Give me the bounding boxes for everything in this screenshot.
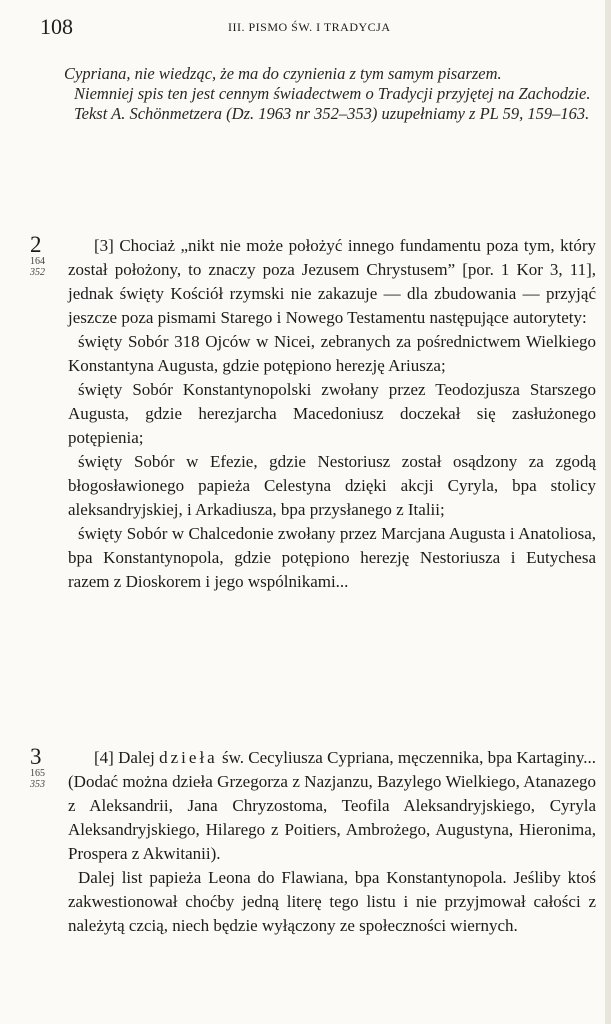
paragraph-text: św. Cecyliusza Cypriana, męczennika, bpa Kartaginy... (Dodać można dzieła Grzegorza z Nazjanzu, Bazylego Wielkiego, Atanazego z Aleksandrii, Jana Chryzostoma, Teofila Aleksandryjskiego, Cyryla Aleksandryjskiego, Hilarego z Poitiers, Ambrożego, Augustyna, Hieronima, Prospera z Akwitanii). [68, 748, 597, 863]
running-head: III. PISMO ŚW. I TRADYCJA [228, 20, 391, 34]
paragraph-lead: [4] Dalej [94, 748, 160, 767]
margin-reference [30, 746, 60, 790]
body-paragraph: święty Sobór w Efezie, gdzie Nestoriusz został osądzony za zgodą błogosławionego papieża Celestyna dzięki akcji Cyryla, bpa stolicy aleksandryjskiej, i Arkadiusza, bpa przysłanego z Italii; [68, 452, 596, 519]
section-3 [30, 746, 596, 938]
note-paragraph: Cypriana, nie wiedząc, że ma do czynienia z tym samym pisarzem. [64, 64, 502, 83]
body-paragraph: Dalej list papieża Leona do Flawiana, bpa Konstantynopola. Jeśliby ktoś zakwestionował choćby jedną literę tego listu i nie przyjmował całości z należytą czcią, niech będzie wyłączony ze społeczności wiernych. [68, 868, 596, 935]
reference-number: 352 [30, 267, 45, 278]
section-number: 2 [30, 232, 42, 257]
introductory-note [64, 64, 592, 124]
scan-edge [605, 0, 611, 1024]
page-header [40, 14, 600, 40]
section-2 [30, 234, 596, 594]
note-paragraph: Niemniej spis ten jest cennym świadectwem o Tradycji przyjętej na Zachodzie. [74, 84, 591, 103]
body-paragraph: święty Sobór w Chalcedonie zwołany przez Marcjana Augusta i Anatoliosa, bpa Konstantynopola, gdzie potępiono herezję Nestoriusza i Eutychesa razem z Dioskorem i jego wspólnikami... [68, 524, 596, 591]
page-number: 108 [40, 14, 73, 39]
body-paragraph: święty Sobór 318 Ojców w Nicei, zebranych za pośrednictwem Wielkiego Konstantyna Augusta, gdzie potępiono herezję Ariusza; [68, 332, 596, 375]
spaced-emphasis: dzieła [159, 748, 218, 767]
reference-number: 164 [30, 256, 45, 267]
margin-reference [30, 234, 60, 278]
reference-number: 165 [30, 768, 45, 779]
body-paragraph [68, 746, 596, 866]
note-paragraph: Tekst A. Schönmetzera (Dz. 1963 nr 352–353) uzupełniamy z PL 59, 159–163. [74, 104, 590, 123]
section-body [68, 746, 596, 938]
section-number: 3 [30, 744, 42, 769]
body-paragraph: [3] Chociaż „nikt nie może położyć innego fundamentu poza tym, który został położony, to znaczy poza Jezusem Chrystusem” [por. 1 Kor 3, 11], jednak święty Kościół rzymski nie zakazuje — dla zbudowania — przyjąć jeszcze poza pismami Starego i Nowego Testamentu następujące autorytety: [68, 236, 596, 327]
body-paragraph: święty Sobór Konstantynopolski zwołany przez Teodozjusza Starszego Augusta, gdzie herezjarcha Macedoniusz doczekał się zasłużonego potępienia; [68, 380, 596, 447]
section-body [68, 234, 596, 594]
reference-number: 353 [30, 779, 45, 790]
